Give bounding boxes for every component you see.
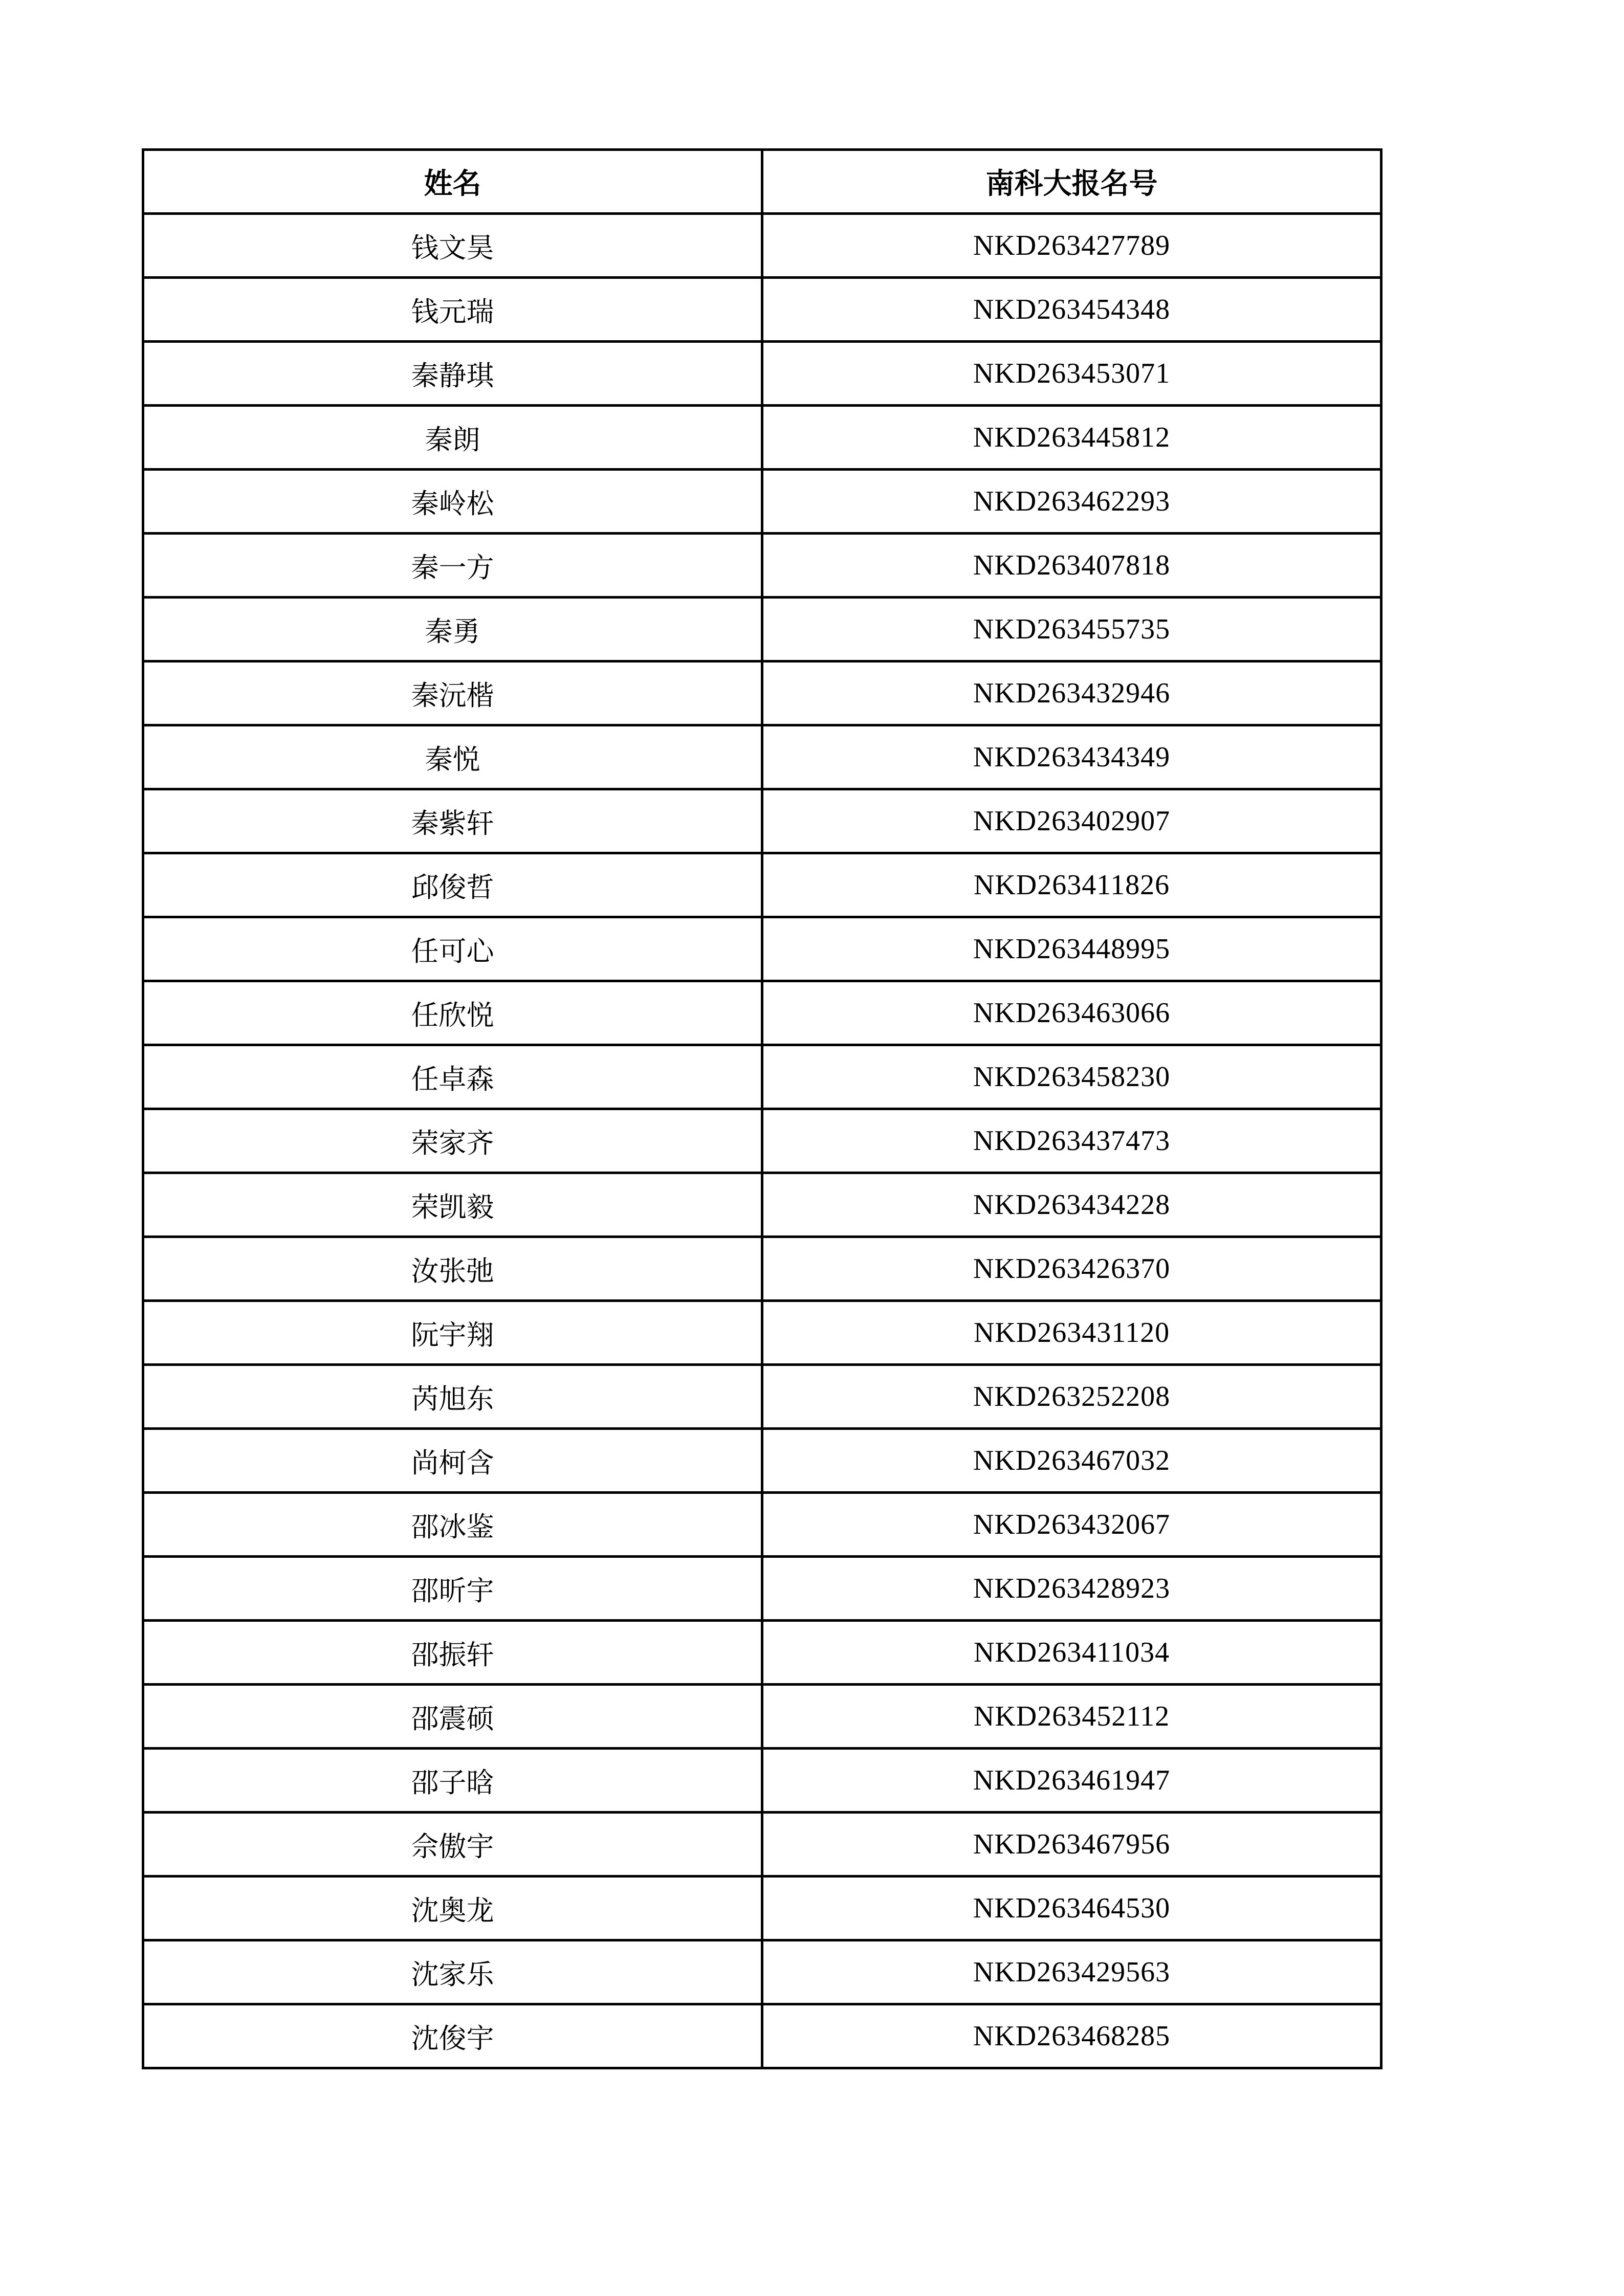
cell-name: 秦岭松 (143, 470, 762, 534)
table-row (143, 1940, 1381, 2004)
table-row (143, 1749, 1381, 1813)
table-row (143, 981, 1381, 1045)
table-row (143, 1045, 1381, 1109)
cell-name: 沈家乐 (143, 1940, 762, 2004)
cell-registration-number: NKD263402907 (762, 789, 1381, 853)
cell-name: 秦悦 (143, 725, 762, 789)
cell-name: 秦朗 (143, 406, 762, 470)
cell-name: 芮旭东 (143, 1365, 762, 1429)
cell-name: 秦沅楷 (143, 661, 762, 725)
table-row (143, 853, 1381, 917)
cell-registration-number: NKD263432067 (762, 1493, 1381, 1557)
cell-registration-number: NKD263462293 (762, 470, 1381, 534)
cell-registration-number: NKD263448995 (762, 917, 1381, 981)
cell-registration-number: NKD263407818 (762, 534, 1381, 598)
table-body (143, 214, 1381, 2068)
header-name: 姓名 (143, 150, 762, 214)
cell-name: 荣凯毅 (143, 1173, 762, 1237)
cell-name: 邵震硕 (143, 1685, 762, 1749)
table-row (143, 342, 1381, 406)
cell-registration-number: NKD263427789 (762, 214, 1381, 278)
cell-name: 任欣悦 (143, 981, 762, 1045)
table-row (143, 1429, 1381, 1493)
table-row (143, 1109, 1381, 1173)
cell-name: 荣家齐 (143, 1109, 762, 1173)
cell-registration-number: NKD263431120 (762, 1301, 1381, 1365)
cell-registration-number: NKD263461947 (762, 1749, 1381, 1813)
cell-name: 佘傲宇 (143, 1813, 762, 1876)
cell-registration-number: NKD263463066 (762, 981, 1381, 1045)
cell-registration-number: NKD263468285 (762, 2004, 1381, 2068)
table-row (143, 1876, 1381, 1940)
cell-registration-number: NKD263464530 (762, 1876, 1381, 1940)
table-row (143, 1557, 1381, 1621)
cell-registration-number: NKD263411826 (762, 853, 1381, 917)
cell-registration-number: NKD263426370 (762, 1237, 1381, 1301)
table-row (143, 2004, 1381, 2068)
cell-registration-number: NKD263452112 (762, 1685, 1381, 1749)
cell-registration-number: NKD263467032 (762, 1429, 1381, 1493)
table-row (143, 1813, 1381, 1876)
cell-registration-number: NKD263434349 (762, 725, 1381, 789)
table-row (143, 406, 1381, 470)
table-row (143, 1621, 1381, 1685)
cell-name: 邵昕宇 (143, 1557, 762, 1621)
table-row (143, 278, 1381, 342)
cell-name: 秦紫轩 (143, 789, 762, 853)
table-row (143, 917, 1381, 981)
cell-registration-number: NKD263458230 (762, 1045, 1381, 1109)
cell-name: 沈俊宇 (143, 2004, 762, 2068)
cell-registration-number: NKD263455735 (762, 598, 1381, 661)
cell-registration-number: NKD263437473 (762, 1109, 1381, 1173)
table-row (143, 1365, 1381, 1429)
cell-name: 阮宇翔 (143, 1301, 762, 1365)
cell-registration-number: NKD263429563 (762, 1940, 1381, 2004)
cell-registration-number: NKD263252208 (762, 1365, 1381, 1429)
registration-table (142, 148, 1382, 2069)
cell-registration-number: NKD263432946 (762, 661, 1381, 725)
header-row (143, 150, 1381, 214)
table-row (143, 1685, 1381, 1749)
table-row (143, 1493, 1381, 1557)
cell-name: 秦静琪 (143, 342, 762, 406)
cell-name: 秦勇 (143, 598, 762, 661)
cell-name: 任可心 (143, 917, 762, 981)
cell-name: 邵振轩 (143, 1621, 762, 1685)
table-row (143, 214, 1381, 278)
table-row (143, 1301, 1381, 1365)
cell-registration-number: NKD263434228 (762, 1173, 1381, 1237)
cell-registration-number: NKD263428923 (762, 1557, 1381, 1621)
cell-registration-number: NKD263454348 (762, 278, 1381, 342)
cell-name: 任卓森 (143, 1045, 762, 1109)
table-row (143, 470, 1381, 534)
table-row (143, 1173, 1381, 1237)
header-registration-number: 南科大报名号 (762, 150, 1381, 214)
cell-name: 尚柯含 (143, 1429, 762, 1493)
table-row (143, 725, 1381, 789)
table-row (143, 534, 1381, 598)
cell-name: 邵子晗 (143, 1749, 762, 1813)
table-row (143, 661, 1381, 725)
cell-name: 秦一方 (143, 534, 762, 598)
cell-name: 邵冰鉴 (143, 1493, 762, 1557)
cell-registration-number: NKD263445812 (762, 406, 1381, 470)
cell-registration-number: NKD263467956 (762, 1813, 1381, 1876)
cell-name: 钱元瑞 (143, 278, 762, 342)
cell-name: 汝张弛 (143, 1237, 762, 1301)
table-row (143, 598, 1381, 661)
cell-name: 邱俊哲 (143, 853, 762, 917)
cell-registration-number: NKD263411034 (762, 1621, 1381, 1685)
table-row (143, 1237, 1381, 1301)
cell-name: 沈奥龙 (143, 1876, 762, 1940)
cell-registration-number: NKD263453071 (762, 342, 1381, 406)
table-row (143, 789, 1381, 853)
cell-name: 钱文昊 (143, 214, 762, 278)
